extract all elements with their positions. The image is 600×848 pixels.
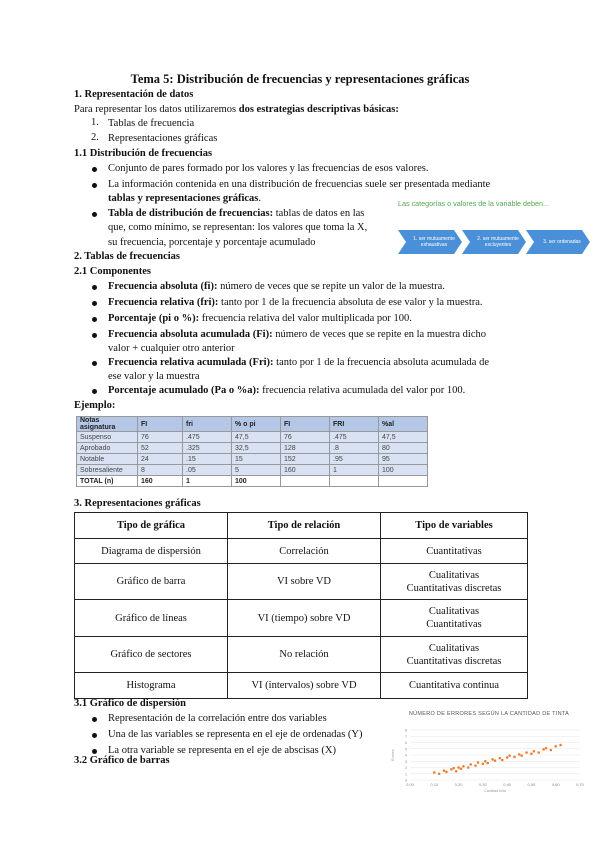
chevron-label-2: 2. ser mutuamente excluyentes <box>477 236 519 248</box>
x-tick-label: 0,20 <box>454 782 463 787</box>
table-cell: VI (tiempo) sobre VD <box>228 600 381 637</box>
table-header-cell: fri <box>183 417 232 432</box>
cell-line: Cuantitativas <box>426 545 482 557</box>
table-cell: .8 <box>330 443 379 454</box>
table-cell: 76 <box>281 432 330 443</box>
y-tick-label: 1 <box>405 772 407 777</box>
data-point <box>474 764 477 767</box>
table-header-cell: FI <box>138 417 183 432</box>
table-header-cell: %al <box>379 417 428 432</box>
table-cell: 1 <box>330 465 379 476</box>
x-tick-label: 0,40 <box>503 782 512 787</box>
section-3-1-heading: 3.1 Gráfico de dispersión <box>74 698 186 709</box>
data-point <box>452 767 455 770</box>
table-cell: 160 <box>138 476 183 487</box>
data-point <box>530 752 533 755</box>
text: número de veces que se repite un valor de la muestra. <box>217 281 445 292</box>
table-cell: 76 <box>138 432 183 443</box>
table-header-row <box>77 417 428 432</box>
component-item <box>108 296 483 310</box>
cell-line: Cualitativas <box>428 569 480 581</box>
cell-line: Cuantitativas discretas <box>406 582 502 594</box>
table-header-row <box>75 513 528 539</box>
bullet-icon <box>92 167 97 172</box>
x-tick-label: 0,60 <box>551 782 560 787</box>
text: frecuencia relativa acumulada del valor por 100. <box>259 385 466 396</box>
data-point <box>469 763 472 766</box>
bold-text: Frecuencia absoluta (fi): <box>108 281 218 292</box>
table-header-cell: FRI <box>330 417 379 432</box>
table-cell: 8 <box>138 465 183 476</box>
data-point <box>450 768 453 771</box>
chevron-label-1: 1. ser mutuamente exhaustivas <box>413 236 455 248</box>
data-point <box>533 750 536 753</box>
table-cell: 24 <box>138 454 183 465</box>
data-point <box>559 744 562 747</box>
table-cell: .95 <box>330 454 379 465</box>
table-cell: 52 <box>138 443 183 454</box>
text: tablas de datos en las <box>273 208 365 219</box>
table-cell: Suspenso <box>77 432 138 443</box>
list-number: 2. <box>91 132 99 143</box>
data-point <box>438 772 441 775</box>
table-cell: 47,5 <box>232 432 281 443</box>
table-cell: .15 <box>183 454 232 465</box>
data-point <box>484 760 487 763</box>
table-cell: Gráfico de barra <box>75 564 228 600</box>
table-cell: 95 <box>379 454 428 465</box>
data-point <box>542 748 545 751</box>
bold-text: Porcentaje acumulado (Pa o %a): <box>108 385 260 396</box>
table-cell: 160 <box>281 465 330 476</box>
component-item-cont: valor + cualquier otro anterior <box>108 343 235 354</box>
bold-text: tablas y representaciones gráficas <box>108 193 259 204</box>
chevron-label-3: 3. ser ordenadas <box>543 239 581 245</box>
table-row <box>77 454 428 465</box>
table-cell: Notable <box>77 454 138 465</box>
table-row <box>77 465 428 476</box>
table-header-cell: Tipo de gráfica <box>75 513 228 539</box>
data-point <box>460 767 463 770</box>
component-item <box>108 280 445 294</box>
cell-line: Cuantitativas <box>426 619 482 630</box>
example-label: Ejemplo: <box>74 400 116 411</box>
table-cell: 128 <box>281 443 330 454</box>
bold-text: Frecuencia absoluta acumulada (Fi): <box>108 329 273 340</box>
text: tanto por 1 de la frecuencia absoluta acumulada de <box>273 357 489 368</box>
x-tick-label: 0,30 <box>478 782 487 787</box>
table-cell <box>381 673 528 699</box>
cell-line: Cualitativas <box>428 642 480 654</box>
table-cell: VI sobre VD <box>228 564 381 600</box>
table-cell: Correlación <box>228 539 381 564</box>
data-point <box>499 757 502 760</box>
table-cell: VI (intervalos) sobre VD <box>228 673 381 699</box>
x-tick-label: 0,00 <box>406 782 414 787</box>
y-tick-label: 5 <box>405 747 407 752</box>
data-point <box>462 765 465 768</box>
table-row <box>75 600 528 637</box>
y-tick-label: 0 <box>405 778 407 783</box>
data-point <box>477 761 480 764</box>
diagram-title: Las categorías o valores de la variable deben... <box>398 199 550 208</box>
bullet-text: La otra variable se representa en el eje de abscisas (X) <box>108 745 336 756</box>
table-cell: .475 <box>330 432 379 443</box>
table-row <box>75 673 528 699</box>
table-row <box>75 564 528 600</box>
graph-types-table <box>74 512 528 699</box>
x-axis-label: Cantidad tinta <box>484 789 506 793</box>
y-tick-label: 2 <box>405 766 407 770</box>
table-cell: Aprobado <box>77 443 138 454</box>
data-point <box>501 759 504 762</box>
table-cell: Gráfico de sectores <box>75 637 228 673</box>
table-header-cell: Tipo de variables <box>381 513 528 539</box>
page-title: Tema 5: Distribución de frecuencias y representaciones gráficas <box>130 72 470 86</box>
table-row <box>77 432 428 443</box>
data-point <box>513 756 516 759</box>
component-item <box>108 384 465 398</box>
data-point <box>467 766 470 769</box>
table-cell: 152 <box>281 454 330 465</box>
table-cell <box>381 600 528 637</box>
data-point <box>491 758 494 761</box>
section-1-heading: 1. Representación de datos <box>74 89 194 100</box>
bullet-text: Una de las variables se representa en el eje de ordenadas (Y) <box>108 729 363 740</box>
punct: . <box>258 193 262 204</box>
y-tick-label: 7 <box>405 734 407 739</box>
bullet-text: Representación de la correlación entre dos variables <box>108 713 327 724</box>
table-cell: .325 <box>183 443 232 454</box>
example-frequency-table <box>76 416 428 487</box>
table-cell: No relación <box>228 637 381 673</box>
bold-text: Porcentaje (pi o %): <box>108 313 200 324</box>
data-point <box>550 749 553 752</box>
data-point <box>433 771 436 774</box>
bold-text: Tabla de distribución de frecuencias: <box>108 208 274 219</box>
bullet-icon <box>92 317 97 322</box>
bold-text: Frecuencia relativa acumulada (Fri): <box>108 357 274 368</box>
data-point <box>537 751 540 754</box>
x-tick-label: 0,70 <box>576 782 584 787</box>
table-cell: 5 <box>232 465 281 476</box>
chart-title: NÚMERO DE ERRORES SEGÚN LA CANTIDAD DE TINTA <box>408 711 570 717</box>
cell-line: Cuantitativa continua <box>408 680 500 691</box>
data-point <box>443 769 446 772</box>
table-cell: 100 <box>232 476 281 487</box>
table-cell: .475 <box>183 432 232 443</box>
section-2-1-heading: 2.1 Componentes <box>74 266 152 277</box>
table-total-row <box>77 476 428 487</box>
bullet-text-cont <box>108 192 261 206</box>
bullet-text: La información contenida en una distribución de frecuencias suele ser presentada mediante <box>108 179 491 190</box>
data-point <box>457 766 460 769</box>
table-cell: 47,5 <box>379 432 428 443</box>
data-point <box>494 759 497 762</box>
data-point <box>554 745 557 748</box>
bullet-icon <box>92 717 97 722</box>
bullet-icon <box>92 285 97 290</box>
list-item: Representaciones gráficas <box>108 133 218 144</box>
component-item-cont: ese valor y la muestra <box>108 371 200 382</box>
data-point <box>482 762 485 765</box>
table-cell <box>330 476 379 487</box>
table-cell: Diagrama de dispersión <box>75 539 228 564</box>
bullet-text <box>108 207 364 221</box>
section-1-1-heading: 1.1 Distribución de frecuencias <box>74 148 213 159</box>
text: frecuencia relativa del valor multiplicada por 100. <box>199 313 412 324</box>
data-point <box>525 751 528 754</box>
intro-text: Para representar los datos utilizaremos <box>74 104 239 115</box>
bullet-icon <box>92 183 97 188</box>
table-row <box>77 443 428 454</box>
data-point <box>506 756 509 759</box>
table-cell <box>379 476 428 487</box>
table-cell: TOTAL (n) <box>77 476 138 487</box>
table-row <box>75 539 528 564</box>
table-header-cell: % o pi <box>232 417 281 432</box>
section-2-heading: 2. Tablas de frecuencias <box>74 251 180 262</box>
text: número de veces que se repite en la muestra dicho <box>272 329 487 340</box>
bullet-icon <box>92 212 97 217</box>
cell-line: Cualitativas <box>428 606 480 617</box>
component-item <box>108 328 486 342</box>
bullet-icon <box>92 301 97 306</box>
section-3-2-heading: 3.2 Gráfico de barras <box>74 755 170 766</box>
table-cell <box>281 476 330 487</box>
data-point <box>520 754 523 757</box>
x-tick-label: 0,10 <box>430 782 439 787</box>
data-point <box>545 747 548 750</box>
table-cell: Histograma <box>75 673 228 699</box>
component-item <box>108 356 489 370</box>
y-axis-label: Errores <box>391 749 395 761</box>
data-point <box>508 754 511 757</box>
table-cell: Sobresaliente <box>77 465 138 476</box>
intro-bold: dos estrategias descriptivas básicas: <box>238 104 399 115</box>
table-cell <box>381 539 528 564</box>
y-tick-label: 6 <box>405 741 407 745</box>
bullet-text-cont: su frecuencia, porcentaje y porcentaje acumulado <box>108 237 316 248</box>
scatter-chart <box>388 726 588 796</box>
text: tanto por 1 de la frecuencia absoluta de ese valor y la muestra. <box>218 297 483 308</box>
bullet-text-cont: que, como mínimo, se representan: los valores que toma la X, <box>108 222 368 233</box>
bullet-text: Conjunto de pares formado por los valores y las frecuencias de esos valores. <box>108 163 429 174</box>
data-point <box>445 771 448 774</box>
table-cell: .05 <box>183 465 232 476</box>
section-3-heading: 3. Representaciones gráficas <box>74 498 201 509</box>
table-cell: 15 <box>232 454 281 465</box>
section-1-intro <box>74 103 399 117</box>
bullet-icon <box>92 333 97 338</box>
bullet-icon <box>92 389 97 394</box>
x-tick-label: 0,50 <box>527 782 536 787</box>
table-cell: 80 <box>379 443 428 454</box>
y-tick-label: 8 <box>405 728 407 733</box>
y-tick-label: 4 <box>405 753 407 758</box>
bullet-icon <box>92 733 97 738</box>
table-cell: 100 <box>379 465 428 476</box>
table-cell: Gráfico de líneas <box>75 600 228 637</box>
table-header-cell: Tipo de relación <box>228 513 381 539</box>
y-tick-label: 3 <box>405 759 407 764</box>
data-point <box>486 762 489 765</box>
table-row <box>75 637 528 673</box>
bullet-icon <box>92 361 97 366</box>
data-point <box>455 770 458 773</box>
table-cell: 1 <box>183 476 232 487</box>
table-cell <box>381 637 528 673</box>
table-cell: 32,5 <box>232 443 281 454</box>
cell-line: Cuantitativas discretas <box>406 655 502 667</box>
bold-text: Frecuencia relativa (fri): <box>108 297 219 308</box>
list-item: Tablas de frecuencia <box>108 118 195 129</box>
table-header-cell: Notas asignatura <box>77 417 138 432</box>
table-cell <box>381 564 528 600</box>
table-header-cell: FI <box>281 417 330 432</box>
component-item <box>108 312 412 326</box>
list-number: 1. <box>91 117 99 128</box>
data-point <box>518 753 521 756</box>
